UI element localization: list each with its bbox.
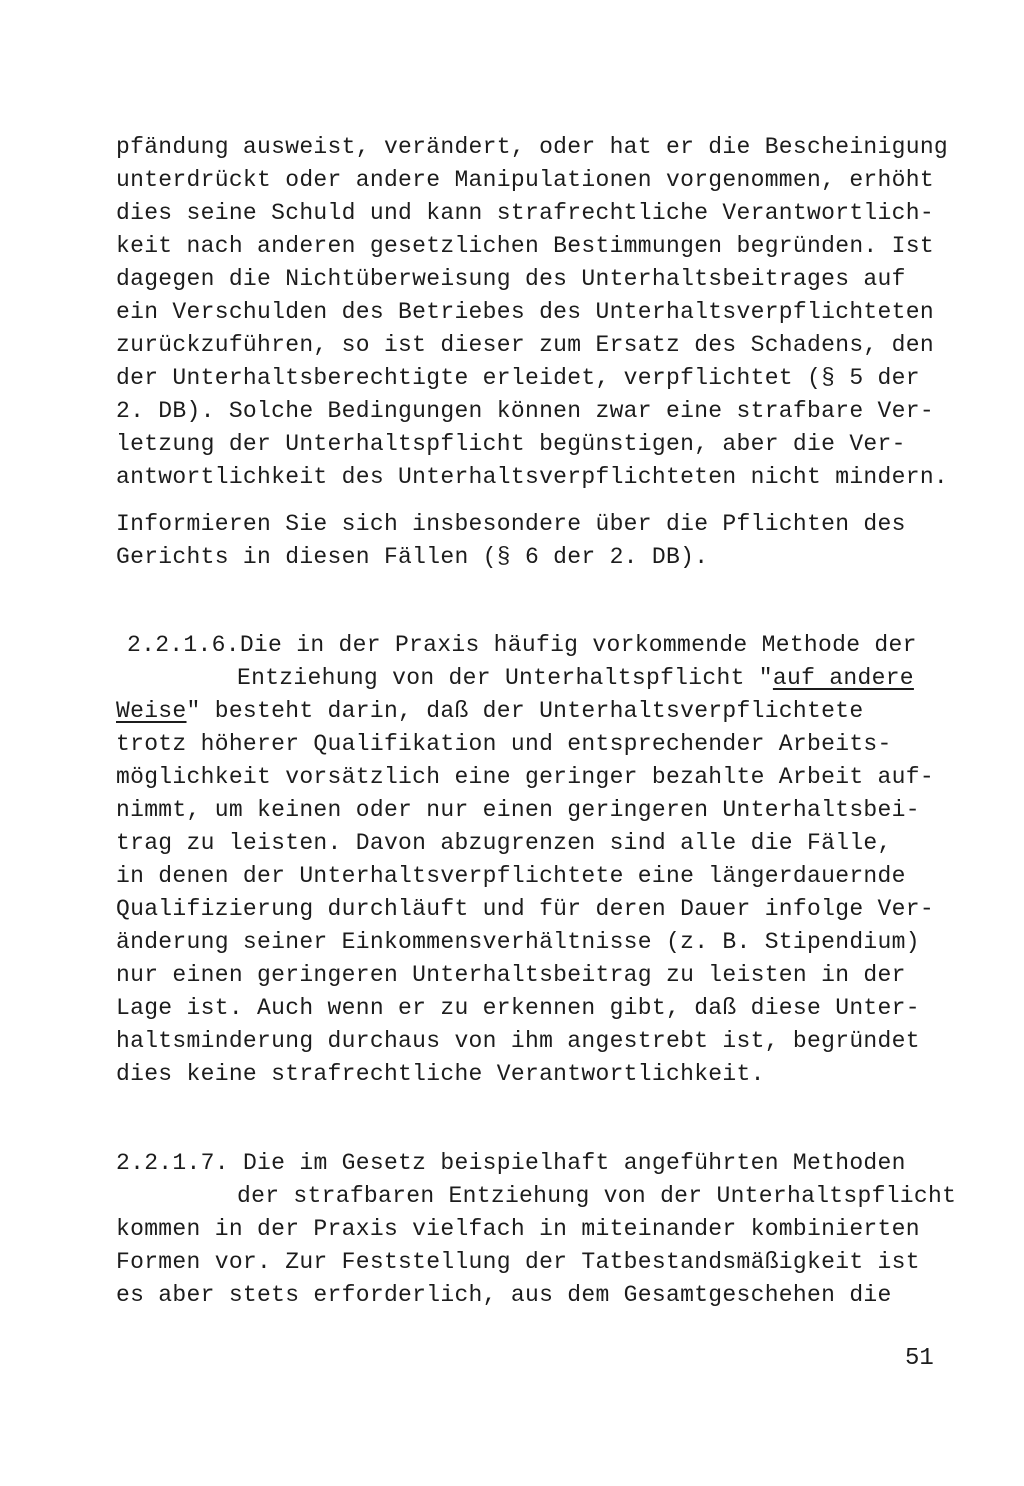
text-line: der strafbaren Entziehung von der Unterhaltspflicht	[237, 1183, 957, 1209]
text-line: antwortlichkeit des Unterhaltsverpflichteten nicht mindern.	[116, 464, 949, 490]
text-line: der Unterhaltsberechtigte erleidet, verpflichtet (§ 5 der	[116, 365, 920, 391]
page-number: 51	[905, 1345, 934, 1372]
text-span: Entziehung von der Unterhaltspflicht "	[237, 665, 773, 691]
text-line: nimmt, um keinen oder nur einen geringeren Unterhaltsbei-	[116, 797, 920, 823]
section-second-line	[237, 663, 914, 693]
text-span: Die im Gesetz beispielhaft angeführten Methoden	[242, 1150, 906, 1176]
text-line: keit nach anderen gesetzlichen Bestimmungen begründen. Ist	[116, 233, 934, 259]
text-line: kommen in der Praxis vielfach in miteinander kombinierten	[116, 1216, 920, 1242]
text-line: Qualifizierung durchläuft und für deren Dauer infolge Ver-	[116, 896, 934, 922]
section-number: 2.2.1.6.	[127, 632, 240, 658]
text-line: es aber stets erforderlich, aus dem Gesamtgeschehen die	[116, 1282, 892, 1308]
text-line: Lage ist. Auch wenn er zu erkennen gibt, daß diese Unter-	[116, 995, 920, 1021]
section-first-line	[127, 630, 917, 660]
text-line: möglichkeit vorsätzlich eine geringer bezahlte Arbeit auf-	[116, 764, 934, 790]
text-line: nur einen geringeren Unterhaltsbeitrag zu leisten in der	[116, 962, 906, 988]
text-span: Die in der Praxis häufig vorkommende Methode der	[239, 632, 917, 658]
text-line: Informieren Sie sich insbesondere über die Pflichten des	[116, 511, 906, 537]
text-line: dies keine strafrechtliche Verantwortlichkeit.	[116, 1061, 765, 1087]
section-first-line	[116, 1148, 906, 1178]
text-line: Formen vor. Zur Feststellung der Tatbestandsmäßigkeit ist	[116, 1249, 920, 1275]
text-line: pfändung ausweist, verändert, oder hat er die Bescheinigung	[116, 134, 949, 160]
underlined-phrase: auf andere	[772, 665, 914, 691]
section-number: 2.2.1.7.	[116, 1150, 229, 1176]
text-span: " besteht darin, daß der Unterhaltsverpflichtete	[186, 698, 864, 724]
text-line: zurückzuführen, so ist dieser zum Ersatz des Schadens, den	[116, 332, 934, 358]
text-line: in denen der Unterhaltsverpflichtete eine längerdauernde	[116, 863, 906, 889]
section-third-line	[116, 696, 863, 726]
text-line: 2. DB). Solche Bedingungen können zwar eine strafbare Ver-	[116, 398, 934, 424]
text-line: ein Verschulden des Betriebes des Unterhaltsverpflichteten	[116, 299, 934, 325]
text-line: letzung der Unterhaltspflicht begünstigen, aber die Ver-	[116, 431, 906, 457]
text-line: änderung seiner Einkommensverhältnisse (z. B. Stipendium)	[116, 929, 920, 955]
text-line: unterdrückt oder andere Manipulationen vorgenommen, erhöht	[116, 167, 934, 193]
text-line: Gerichts in diesen Fällen (§ 6 der 2. DB).	[116, 544, 709, 570]
text-line: dies seine Schuld und kann strafrechtliche Verantwortlich-	[116, 200, 934, 226]
underlined-phrase: Weise	[116, 698, 187, 724]
text-line: trotz höherer Qualifikation und entsprechender Arbeits-	[116, 731, 892, 757]
text-line: trag zu leisten. Davon abzugrenzen sind alle die Fälle,	[116, 830, 892, 856]
text-line: haltsminderung durchaus von ihm angestrebt ist, begründet	[116, 1028, 920, 1054]
text-line: dagegen die Nichtüberweisung des Unterhaltsbeitrages auf	[116, 266, 906, 292]
